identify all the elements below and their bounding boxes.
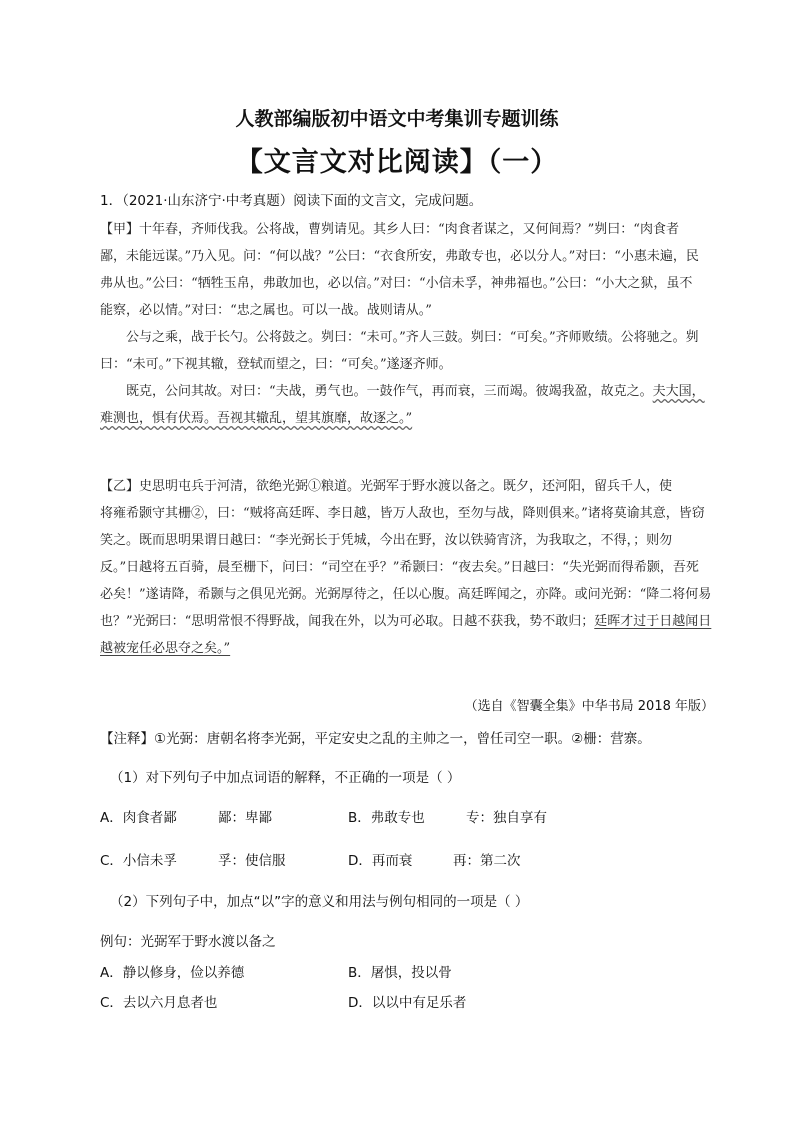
option-c-gloss: 孚：使信服 — [218, 853, 286, 869]
document-title: 人教部编版初中语文中考集训专题训练 — [235, 108, 559, 130]
passage-b-line: 【乙】史思明屯兵于河清，欲绝光弼①粮道。光弼军于野水渡以备之。既夕，还河阳，留兵千人，使 — [100, 479, 673, 494]
passage-b-line: 将雍希颢守其栅②，曰：“贼将高廷晖、李日越，皆万人敌也，至勿与战，降则俱来。”诸将莫谕其意，皆窃 — [100, 506, 705, 521]
wavy-underlined-phrase: 夫大国， — [652, 384, 705, 399]
passage-b-line: 笑之。既而思明果谓日越曰：“李光弼长于凭城，今出在野，汝以铁骑宵济，为我取之，不得，；则勿 — [100, 533, 673, 548]
passage-b-line: 必矣！”遂请降，希颢与之俱见光弼。光弼厚待之，任以心腹。高廷晖闻之，亦降。或问光弼：“降二将何易 — [100, 587, 712, 602]
option-a[interactable]: A．静以修身，俭以养德 — [100, 965, 245, 981]
option-b-gloss: 专：独自享有 — [466, 810, 547, 826]
passage-a-line — [126, 380, 705, 399]
annotation-notes: 【注释】①光弼：唐朝名将李光弼，平定安史之乱的主帅之一，曾任司空一职。②栅：营寨。 — [100, 731, 651, 747]
passage-a-text: 既克，公问其故。对曰：“夫战，勇气也。一鼓作气，再而衰，三而竭。彼竭我盈，故克之。 — [126, 384, 653, 399]
passage-a-line: 鄙，未能远谋。”乃入见。问：“何以战？”公曰：“衣食所安，弗敢专也，必以分人。”对曰：“小惠未遍，民 — [100, 249, 699, 264]
example-sentence: 例句：光弼军于野水渡以备之 — [100, 934, 276, 950]
passage-a-line: 曰：“未可。”下视其辙，登轼而望之，曰：“可矣。”遂逐齐师。 — [100, 357, 452, 372]
underlined-sentence: 越被宠任必思夺之矣。” — [100, 641, 231, 656]
passage-b-text: 也？”光弼曰：“思明常恨不得野战，闻我在外，以为可必取。日越不获我，势不敢归； — [100, 614, 595, 629]
passage-a-line — [100, 407, 412, 426]
option-d[interactable]: D．以以中有足乐者 — [348, 995, 467, 1011]
underlined-sentence: 廷晖才过于日越闻日 — [594, 614, 712, 629]
wavy-underlined-phrase: 难测也，惧有伏焉。吾视其辙乱，望其旗靡，故逐之。” — [100, 411, 413, 426]
document-subtitle: 【文言文对比阅读】（一） — [235, 147, 559, 178]
option-b[interactable]: B．屠惧，投以骨 — [348, 965, 452, 981]
option-a-label[interactable]: A．肉食者鄙 — [100, 810, 177, 826]
option-b-label[interactable]: B．弗敢专也 — [348, 810, 425, 826]
passage-a-line: 能察，必以情。”对曰：“忠之属也。可以一战。战则请从。” — [100, 303, 432, 318]
question-intro: 1．（2021·山东济宁·中考真题）阅读下面的文言文，完成问题。 — [100, 193, 483, 209]
sub-question-2: （2）下列句子中，加点“以”字的意义和用法与例句相同的一项是（ ） — [110, 894, 529, 910]
passage-b-line: 反。”日越将五百骑，晨至栅下，问曰：“司空在乎？”希颢曰：“夜去矣。”日越曰：“失光弼而得希颢，吾死 — [100, 560, 699, 575]
option-c[interactable]: C．去以六月息者也 — [100, 995, 218, 1011]
option-a-gloss: 鄙：卑鄙 — [218, 810, 272, 826]
source-citation: （选自《智囊全集》中华书局 2018 年版） — [464, 699, 714, 714]
option-d-gloss: 再：第二次 — [453, 853, 521, 869]
passage-b-line — [100, 610, 711, 629]
passage-a-line: 弗从也。”公曰：“牺牲玉帛，弗敢加也，必以信。”对曰：“小信未孚，神弗福也。”公曰：“小大之狱，虽不 — [100, 276, 693, 291]
passage-a-line: 【甲】十年春，齐师伐我。公将战，曹刿请见。其乡人曰：“肉食者谋之，又何间焉？”刿曰：“肉食者 — [100, 222, 679, 237]
passage-a-line: 公与之乘，战于长勺。公将鼓之。刿曰：“未可。”齐人三鼓。刿曰：“可矣。”齐师败绩。公将驰之。刿 — [126, 330, 699, 345]
sub-question-1: （1）对下列句子中加点词语的解释，不正确的一项是（ ） — [110, 770, 461, 786]
option-d-label[interactable]: D．再而衰 — [348, 853, 413, 869]
passage-b-line — [100, 637, 230, 656]
option-c-label[interactable]: C．小信未孚 — [100, 853, 177, 869]
